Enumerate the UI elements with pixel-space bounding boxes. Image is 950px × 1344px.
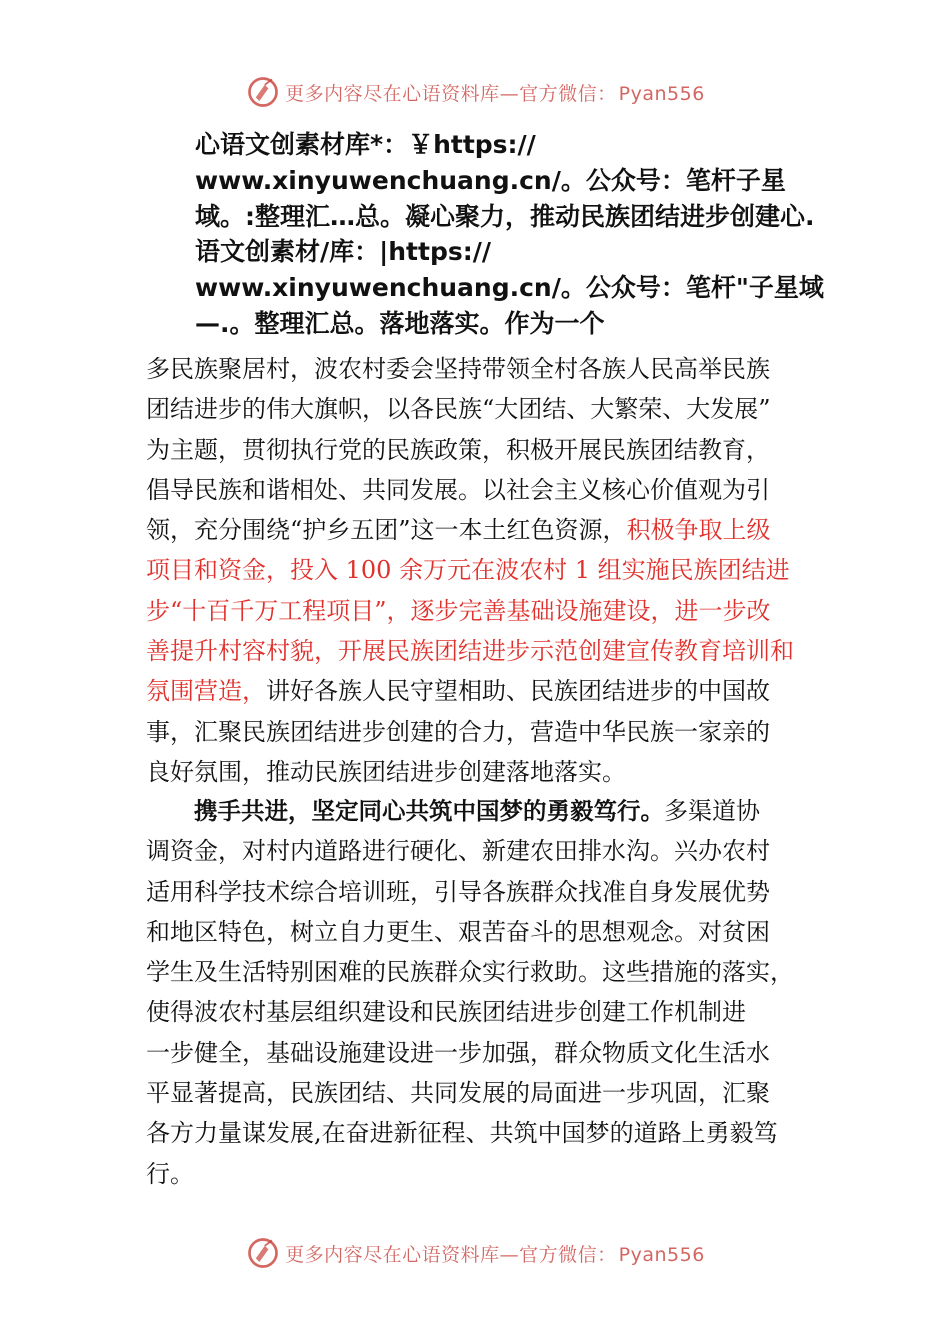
text-line: 适用科学技术综合培训班，引导各族群众找准自身发展优势 (146, 877, 770, 906)
text-line: 为主题，贯彻执行党的民族政策，积极开展民族团结教育， (146, 435, 770, 464)
footer-banner (0, 1231, 950, 1275)
text-line: 学生及生活特别困难的民族群众实行救助。这些措施的落实， (146, 958, 794, 987)
text-line: 倡导民族和谐相处、共同发展。以社会主义核心价值观为引 (146, 475, 770, 504)
text-line: 调资金，对村内道路进行硬化、新建农田排水沟。兴办农村 (146, 837, 770, 866)
bold-line: 语文创素材/库：|https:// (195, 237, 491, 267)
highlighted-text: 步“十百千万工程项目”，逐步完善基础设施建设，进一步改 (146, 596, 771, 625)
banner-text: 更多内容尽在心语资料库—官方微信： Pyan556 (285, 1243, 705, 1266)
text-line: 平显著提高，民族团结、共同发展的局面进一步巩固，汇聚 (146, 1079, 770, 1108)
bold-line: www.xinyuwenchuang.cn/。公众号：笔杆"子星域 (195, 273, 824, 303)
text-line: 良好氛围，推动民族团结进步创建落地落实。 (146, 757, 626, 786)
text-segment: 讲好各族人民守望相助、民族团结进步的中国故 (266, 677, 770, 706)
logo-icon (245, 1235, 281, 1271)
text-segment: 多渠道协 (664, 797, 760, 825)
bold-line: www.xinyuwenchuang.cn/。公众号：笔杆子星 (195, 165, 786, 195)
bold-line: 心语文创素材库*：￥https:// (195, 130, 536, 159)
text-line: 一步健全，基础设施建设进一步加强，群众物质文化生活水 (146, 1038, 770, 1067)
text-line: 事，汇聚民族团结进步创建的合力，营造中华民族一家亲的 (146, 717, 770, 746)
paragraph-lead-heading: 携手共进，坚定同心共筑中国梦的勇毅笃行。 (194, 797, 664, 825)
paragraph-1 (146, 349, 826, 792)
banner-wechat-id: Pyan556 (618, 82, 705, 105)
text-line (146, 791, 826, 831)
highlighted-text: 善提升村容村貌，开展民族团结进步示范创建宣传教育培训和 (146, 637, 794, 666)
bold-line: 域。:整理汇…总。凝心聚力，推动民族团结进步创建心. (195, 201, 815, 231)
text-line: 行。 (146, 1159, 194, 1188)
highlighted-text: 氛围营造， (146, 677, 266, 706)
bold-line: —.。整理汇总。落地落实。作为一个 (195, 308, 605, 338)
text-line: 使得波农村基层组织建设和民族团结进步创建工作机制进 (146, 998, 746, 1027)
text-line: 各方力量谋发展,在奋进新征程、共筑中国梦的道路上勇毅笃 (146, 1119, 778, 1148)
text-segment: 领，充分围绕“护乡五团”这一本土红色资源， (146, 516, 627, 545)
text-line: 团结进步的伟大旗帜，以各民族“大团结、大繁荣、大发展” (146, 395, 771, 424)
header-banner (0, 70, 950, 114)
text-line: 和地区特色，树立自力更生、艰苦奋斗的思想观念。对贫困 (146, 917, 770, 946)
text-line: 多民族聚居村，波农村委会坚持带领全村各族人民高举民族 (146, 355, 770, 383)
logo-icon (245, 74, 281, 110)
bold-heading-block (195, 127, 845, 342)
text-line (146, 671, 826, 711)
banner-text: 更多内容尽在心语资料库—官方微信： Pyan556 (285, 82, 705, 105)
banner-wechat-id: Pyan556 (618, 1243, 705, 1266)
paragraph-2 (146, 791, 826, 1194)
highlighted-text: 积极争取上级 (626, 516, 771, 545)
text-line (146, 510, 826, 550)
highlighted-text: 项目和资金，投入 100 余万元在波农村 1 组实施民族团结进 (146, 556, 790, 585)
